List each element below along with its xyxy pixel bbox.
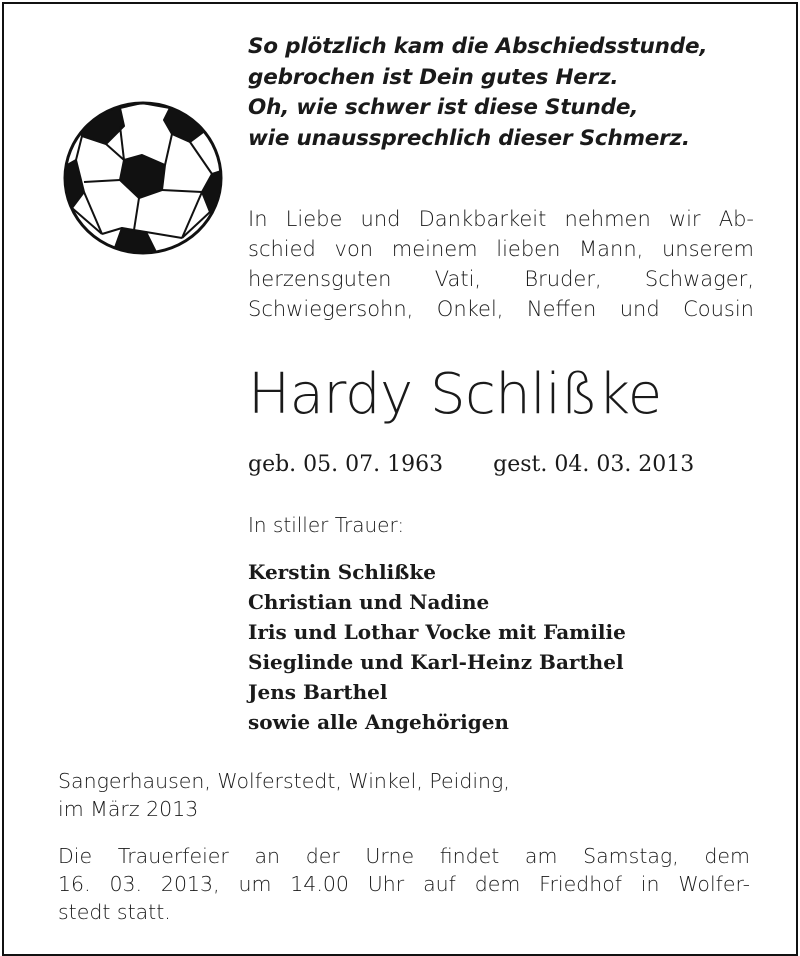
poem-line: So plötzlich kam die Abschiedsstunde, bbox=[248, 34, 708, 59]
mourner-name: Iris und Lothar Vocke mit Familie bbox=[248, 620, 626, 644]
funeral-line: Die Trauerfeier an der Urne findet am Samstag, dem bbox=[58, 844, 750, 868]
funeral-line: stedt statt. bbox=[58, 900, 171, 924]
death-date: gest. 04. 03. 2013 bbox=[493, 452, 695, 477]
funeral-notice bbox=[58, 842, 750, 926]
places-line: Sangerhausen, Wolferstedt, Winkel, Peiding, bbox=[58, 769, 510, 793]
poem-line: gebrochen ist Dein gutes Herz. bbox=[248, 64, 619, 90]
places-line: im März 2013 bbox=[58, 797, 199, 821]
mourning-heading: In stiller Trauer: bbox=[248, 513, 405, 537]
funeral-line: 16. 03. 2013, um 14.00 Uhr auf dem Friedhof in Wolfer- bbox=[58, 872, 750, 896]
birth-date: geb. 05. 07. 1963 bbox=[248, 452, 444, 477]
soccer-ball-icon bbox=[62, 100, 224, 256]
intro-line: herzensguten Vati, Bruder, Schwager, bbox=[248, 267, 754, 291]
intro-line: In Liebe und Dankbarkeit nehmen wir Ab- bbox=[248, 207, 754, 231]
mourner-name: Kerstin Schlißke bbox=[248, 560, 436, 584]
mourner-name: Sieglinde und Karl-Heinz Barthel bbox=[248, 650, 624, 674]
obituary-frame bbox=[2, 2, 798, 956]
deceased-name: Hardy Schlißke bbox=[248, 362, 662, 427]
mourner-name: Christian und Nadine bbox=[248, 590, 490, 614]
poem-line: Oh, wie schwer ist diese Stunde, bbox=[248, 95, 639, 120]
poem bbox=[248, 32, 768, 154]
mourners-list bbox=[248, 557, 626, 737]
intro-text bbox=[248, 204, 754, 324]
mourner-name: Jens Barthel bbox=[248, 680, 388, 704]
mourner-name: sowie alle Angehörigen bbox=[248, 710, 509, 734]
intro-line: schied von meinem lieben Mann, unserem bbox=[248, 237, 754, 261]
life-dates bbox=[248, 452, 694, 477]
places-and-date bbox=[58, 767, 510, 823]
poem-line: wie unaussprechlich dieser Schmerz. bbox=[248, 125, 690, 151]
intro-line: Schwiegersohn, Onkel, Neffen und Cousin bbox=[248, 297, 754, 321]
